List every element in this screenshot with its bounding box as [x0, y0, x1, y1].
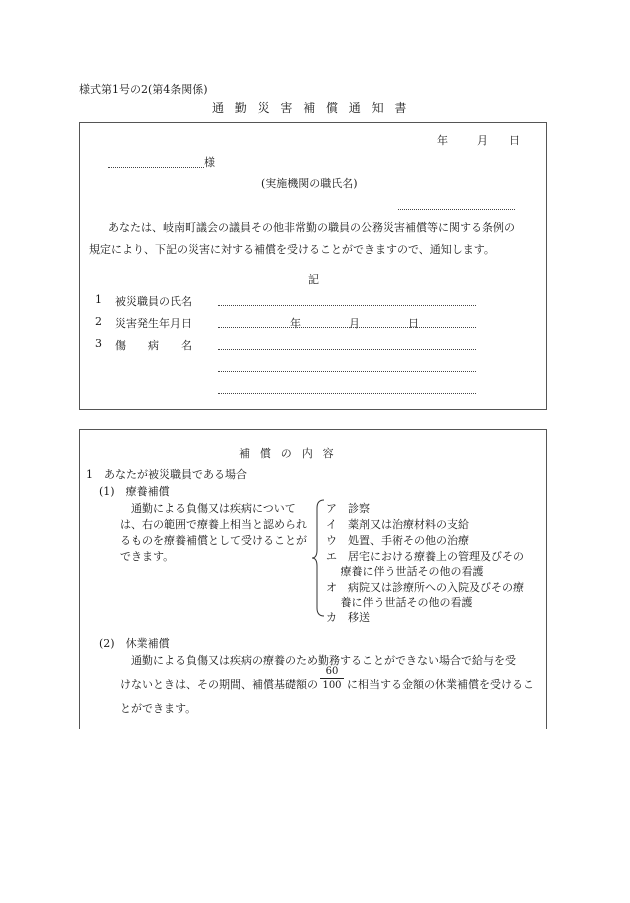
- item-3-no: 3: [95, 337, 102, 350]
- sub2-line2b: に相当する金額の休業補償を受けるこ: [347, 678, 534, 691]
- injury-name-line-2[interactable]: [218, 371, 476, 372]
- notice-body-line2: 規定により、下記の災害に対する補償を受けることができますので、通知します。: [89, 243, 495, 256]
- sub1-text-4: できます。: [120, 550, 175, 563]
- section-1-heading: 1 あなたが被災職員である場合: [86, 468, 247, 481]
- incident-year: 年: [290, 317, 301, 330]
- list-item-i: イ 薬剤又は治療材料の支給: [326, 518, 469, 531]
- sub1-title: (1) 療養補償: [99, 485, 170, 498]
- list-item-a: ア 診察: [326, 502, 370, 515]
- item-3-label: 傷 病 名: [115, 339, 192, 352]
- sub2-line3: とができます。: [120, 702, 197, 715]
- sub1-text-2: は、右の範囲で療養上相当と認められ: [120, 518, 307, 531]
- injury-name-line-1[interactable]: [218, 349, 476, 350]
- sub2-line2a: けないときは、その期間、補償基礎額の: [120, 678, 318, 691]
- sub1-text-3: るものを療養補償として受けることが: [120, 534, 307, 547]
- fraction-60-100: [320, 666, 344, 691]
- notice-box: [79, 122, 547, 410]
- form-number: 様式第1号の2(第4条関係): [79, 83, 208, 96]
- details-title: 補償の内容: [239, 447, 344, 460]
- addressee-suffix: 様: [204, 156, 215, 169]
- list-item-o: オ 病院又は診療所への入院及びその療: [326, 581, 524, 594]
- ki-heading: 記: [308, 273, 319, 286]
- list-item-u: ウ 処置、手術その他の治療: [326, 534, 469, 547]
- notice-body-line1: あなたは、岐南町議会の議員その他非常勤の職員の公務災害補償等に関する条例の: [108, 221, 515, 234]
- sub2-title: (2) 休業補償: [99, 637, 170, 650]
- list-brace: [312, 498, 326, 618]
- list-item-e: エ 居宅における療養上の管理及びその: [326, 550, 524, 563]
- form-title: 通勤災害補償通知書: [212, 101, 418, 115]
- incident-day: 日: [408, 317, 419, 330]
- incident-month: 月: [349, 317, 360, 330]
- notice-date-year: 年: [437, 134, 448, 147]
- sub2-line1: 通勤による負傷又は疾病の療養のため勤務することができない場合で給与を受: [131, 654, 516, 667]
- issuer-label: (実施機関の職氏名): [261, 177, 358, 190]
- victim-name-line[interactable]: [218, 305, 476, 306]
- injury-name-line-3[interactable]: [218, 393, 476, 394]
- fraction-bar: [320, 678, 344, 679]
- addressee-line[interactable]: [108, 167, 204, 168]
- list-item-o-cont: 養に伴う世話その他の看護: [326, 596, 473, 609]
- incident-date-line[interactable]: [218, 327, 476, 328]
- item-2-label: 災害発生年月日: [115, 317, 192, 330]
- details-box: [79, 429, 547, 729]
- item-1-label: 被災職員の氏名: [115, 295, 192, 308]
- issuer-name-line[interactable]: [398, 209, 515, 210]
- fraction-denominator: 100: [322, 680, 342, 691]
- list-item-e-cont: 療養に伴う世話その他の看護: [326, 565, 484, 578]
- list-item-ka: カ 移送: [326, 611, 370, 624]
- sub1-text-1: 通勤による負傷又は疾病について: [131, 502, 296, 515]
- item-2-no: 2: [95, 315, 102, 328]
- fraction-numerator: 60: [325, 666, 339, 677]
- item-1-no: 1: [95, 293, 102, 306]
- notice-date-day: 日: [509, 134, 520, 147]
- notice-date-month: 月: [477, 134, 488, 147]
